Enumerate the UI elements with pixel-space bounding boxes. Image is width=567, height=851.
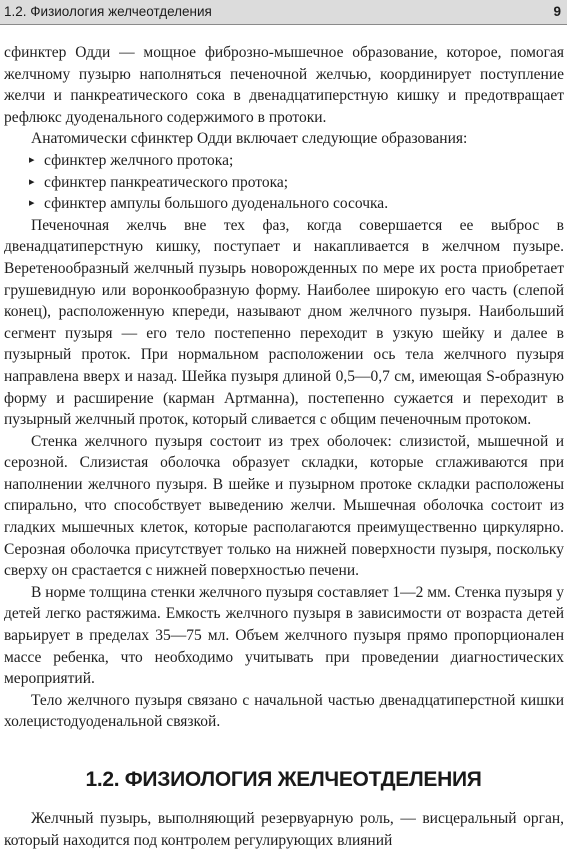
section-body-text <box>4 808 564 851</box>
sphincter-structures-list <box>4 150 564 215</box>
paragraph-gallbladder-size: В норме толщина стенки желчного пузыря составляет 1—2 мм. Стенка пузыря у детей легко растяжима. Емкость желчного пузыря в зависимости от возраста детей варьирует в пределах 35—75 мл. Объем желчного пузыря прямо пропорционален массе ребенка, что необходимо учитывать при проведении диагностических мероприятий. <box>4 583 564 688</box>
paragraph-sphincter-structures-intro: Анатомически сфинктер Одди включает следующие образования: <box>31 130 468 148</box>
list-item-text: сфинктер ампулы большого дуоденального сосочка. <box>44 195 389 213</box>
body-text <box>4 42 564 733</box>
section-heading: 1.2. ФИЗИОЛОГИЯ ЖЕЛЧЕОТДЕЛЕНИЯ <box>85 768 482 791</box>
list-item-text: сфинктер панкреатического протока; <box>44 173 289 191</box>
paragraph-sphincter-oddi: сфинктер Одди — мощное фиброзно-мышечное образование, которое, помогая желчному пузырю наполняться печеночной желчью, координирует поступление желчи и панкреатического сока в двенадцатиперстную кишку и предотвращает рефлюкс дуоденального содержимого в протоки. <box>4 44 564 126</box>
paragraph-ligament: Тело желчного пузыря связано с начальной частью двенадцатиперстной кишки холецистодуоденальной связкой. <box>4 691 564 731</box>
paragraph-gallbladder-wall: Стенка желчного пузыря состоит из трех оболочек: слизистой, мышечной и серозной. Слизистая оболочка образует складки, которые сглаживаются при наполнении желчного пузыря. В шейке и пузырном протоке складки расположены спирально, что способствует выведению желчи. Мышечная оболочка состоит из гладких мышечных клеток, которые располагаются преимущественно циркулярно. Серозная оболочка присутствует только на нижней поверхности пузыря, поскольку сверху он срастается с нижней поверхностью печени. <box>4 432 564 580</box>
list-item <box>29 172 564 194</box>
list-item <box>29 193 564 215</box>
bullet-icon: ▸ <box>29 153 35 166</box>
bullet-icon: ▸ <box>29 175 35 188</box>
paragraph-reservoir-role: Желчный пузырь, выполняющий резервуарную роль, — висцеральный орган, который находится под контролем регулирующих влияний <box>4 810 564 849</box>
bullet-icon: ▸ <box>29 197 35 210</box>
page-number: 9 <box>553 4 561 19</box>
running-header <box>0 0 567 25</box>
running-head-title: 1.2. Физиология желчеотделения <box>4 4 212 19</box>
list-item <box>29 150 564 172</box>
paragraph-gallbladder-shape: Печеночная желчь вне тех фаз, когда совершается ее выброс в двенадцатиперстную кишку, поступает и накапливается в желчном пузыре. Веретенообразный желчный пузырь новорожденных по мере их роста приобретает грушевидную или воронкообразную форму. Наиболее широкую его часть (слепой конец), расположенную кпереди, называют дном желчного пузыря. Наибольший сегмент пузыря — его тело постепенно переходит в узкую шейку и далее в пузырный проток. При нормальном расположении ось тела желчного пузыря направлена вверх и назад. Шейка пузыря длиной 0,5—0,7 см, имеющая S-образную форму и расширение (карман Артманна), постепенно сужается и переходит в пузырный желчный проток, который сливается с общим печеночным протоком. <box>4 216 564 429</box>
list-item-text: сфинктер желчного протока; <box>44 151 234 169</box>
